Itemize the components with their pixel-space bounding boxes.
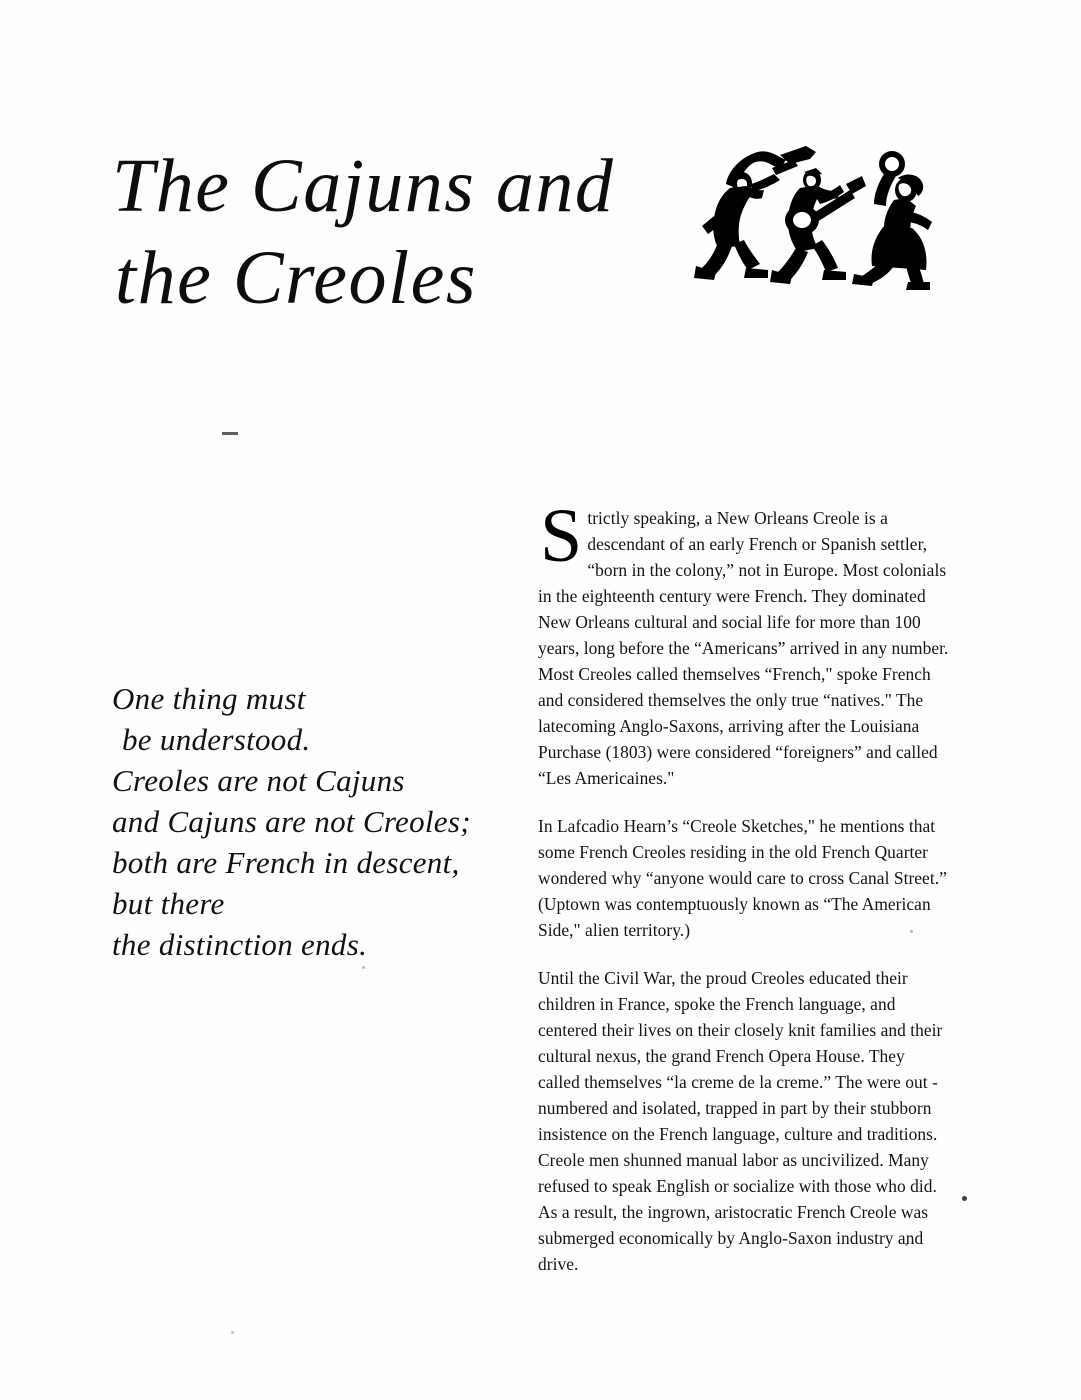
- body-paragraph-1: [538, 494, 950, 791]
- scan-speck: [362, 966, 365, 969]
- body-paragraph-3: Until the Civil War, the proud Creoles educated their children in France, spoke the French language, and centered their lives on their closely knit families and their cultural nexus, the grand French Opera House. They called themselves “la creme de la creme.” The were out -numbered and isolated, trapped in part by their stubborn insistence on the French language, culture and traditions. Creole men shunned manual labor as uncivilized. Many refused to speak English or socialize with those who did. As a result, the ingrown, aristocratic French Creole was submerged economically by Anglo-Saxon industry and drive.: [538, 968, 943, 1274]
- body-paragraph-1-text: trictly speaking, a New Orleans Creole is a descendant of an early French or Spanish settler, “born in the colony,” not in Europe. Most colonials in the eighteenth century were French. They dominated New Orleans cultural and social life for more than 100 years, long before the “Americans” arrived in any number. Most Creoles called themselves “French," spoke French and considered themselves the only true “natives." The latecoming Anglo-Saxons, arriving after the Louisiana Purchase (1803) were considered “foreigners” and called “Les Americaines.": [538, 508, 949, 788]
- body-paragraph-2: In Lafcadio Hearn’s “Creole Sketches," he mentions that some French Creoles residing in the old French Quarter wondered why “anyone would care to cross Canal Street.” (Uptown was contemptuously known as “The American Side," alien territory.): [538, 816, 947, 940]
- pull-quote-line: the distinction ends.: [112, 927, 368, 962]
- drop-cap: S: [540, 494, 583, 578]
- pull-quote-line: but there: [112, 886, 225, 921]
- pull-quote: [112, 678, 492, 965]
- scan-artifact-dash: [222, 432, 238, 435]
- pull-quote-line: be understood.: [122, 722, 311, 757]
- page-title: [112, 140, 692, 324]
- three-musicians-silhouette-illustration: [694, 142, 944, 294]
- pull-quote-line: and Cajuns are not Creoles;: [112, 804, 471, 839]
- title-line-2: the Creoles: [115, 236, 477, 320]
- pull-quote-line: One thing must: [112, 681, 306, 716]
- title-line-1: The Cajuns and: [112, 144, 615, 228]
- pull-quote-line: Creoles are not Cajuns: [112, 763, 405, 798]
- body-text-column: [538, 494, 950, 1299]
- scan-speck: [962, 1196, 967, 1201]
- pull-quote-line: both are French in descent,: [112, 845, 460, 880]
- scan-speck: [231, 1331, 234, 1334]
